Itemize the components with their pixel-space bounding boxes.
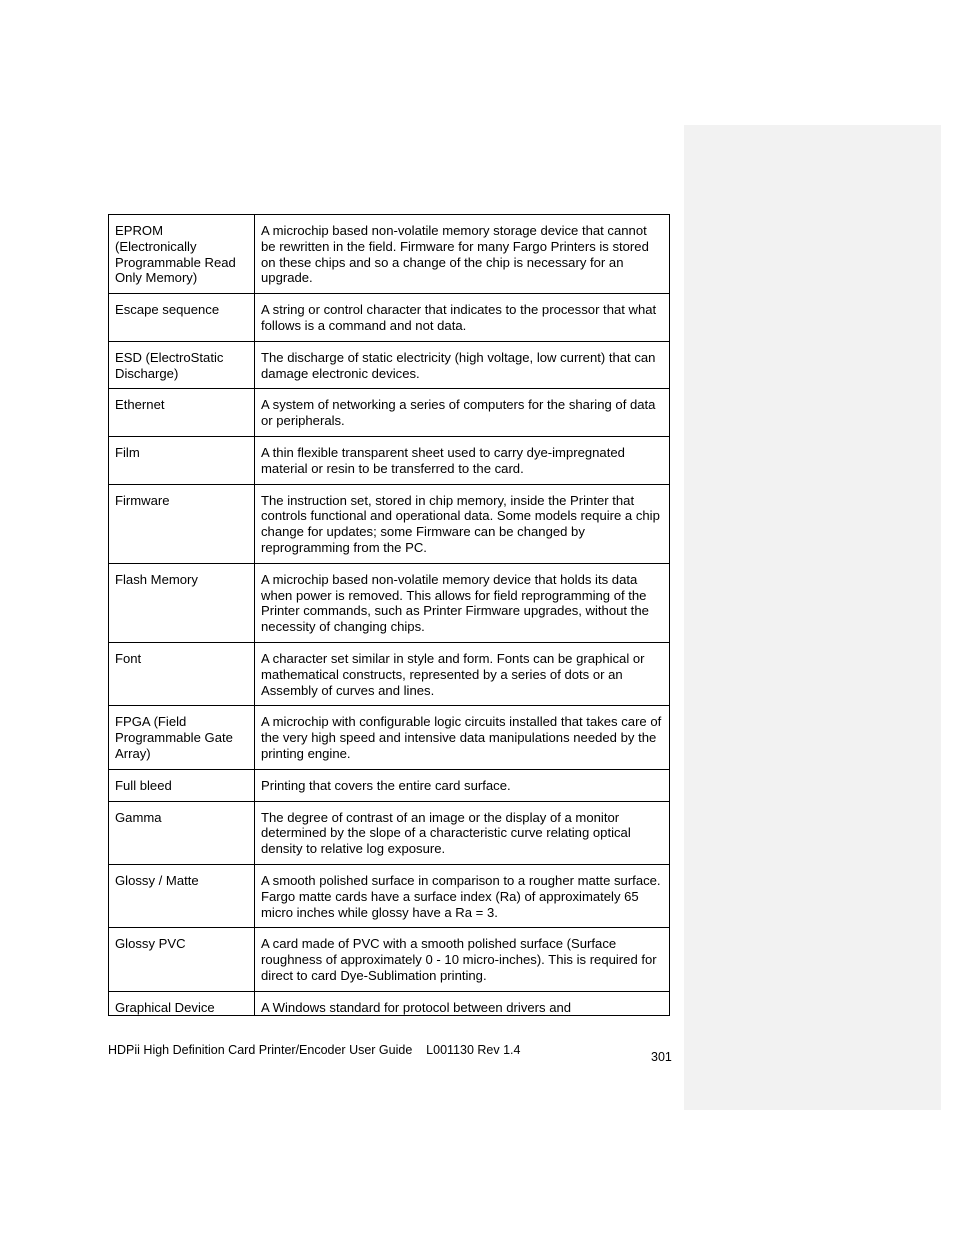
term-cell: Glossy PVC bbox=[109, 928, 255, 991]
table-row bbox=[109, 341, 670, 389]
definition-cell: A smooth polished surface in comparison to a rougher matte surface. Fargo matte cards have a surface index (Ra) of approximately 65 micro inches while glossy have a Ra = 3. bbox=[255, 864, 670, 927]
term-cell: Graphical Device bbox=[109, 991, 255, 1016]
term-cell: FPGA (Field Programmable Gate Array) bbox=[109, 706, 255, 769]
definition-cell: A card made of PVC with a smooth polished surface (Surface roughness of approximately 0 - 10 micro-inches). This is required for direct to card Dye-Sublimation printing. bbox=[255, 928, 670, 991]
glossary-table bbox=[108, 214, 670, 1016]
table-row bbox=[109, 801, 670, 864]
table-row bbox=[109, 436, 670, 484]
term-cell: ESD (ElectroStatic Discharge) bbox=[109, 341, 255, 389]
term-cell: Firmware bbox=[109, 484, 255, 563]
term-cell: Gamma bbox=[109, 801, 255, 864]
definition-cell: A microchip with configurable logic circuits installed that takes care of the very high speed and intensive data manipulations needed by the printing engine. bbox=[255, 706, 670, 769]
table-row bbox=[109, 991, 670, 1016]
term-cell: Flash Memory bbox=[109, 563, 255, 642]
term-cell: Escape sequence bbox=[109, 294, 255, 342]
page-number: 301 bbox=[651, 1050, 672, 1064]
table-row bbox=[109, 389, 670, 437]
comment-margin-panel bbox=[684, 125, 941, 1110]
term-cell: Font bbox=[109, 642, 255, 705]
table-row bbox=[109, 769, 670, 801]
definition-cell: A Windows standard for protocol between drivers and bbox=[255, 991, 670, 1016]
footer-document-title: HDPii High Definition Card Printer/Encoder User Guide L001130 Rev 1.4 bbox=[108, 1043, 521, 1057]
table-row bbox=[109, 215, 670, 294]
term-cell: Film bbox=[109, 436, 255, 484]
term-cell: Ethernet bbox=[109, 389, 255, 437]
table-row bbox=[109, 484, 670, 563]
definition-cell: A string or control character that indicates to the processor that what follows is a command and not data. bbox=[255, 294, 670, 342]
definition-cell: The degree of contrast of an image or the display of a monitor determined by the slope of a characteristic curve relating optical density to relative log exposure. bbox=[255, 801, 670, 864]
term-cell: Glossy / Matte bbox=[109, 864, 255, 927]
table-row bbox=[109, 706, 670, 769]
table-row bbox=[109, 294, 670, 342]
table-row bbox=[109, 642, 670, 705]
table-row bbox=[109, 864, 670, 927]
table-row bbox=[109, 928, 670, 991]
definition-cell: A microchip based non-volatile memory device that holds its data when power is removed. This allows for field reprogramming of the Printer commands, such as Printer Firmware upgrades, without the necessity of changing chips. bbox=[255, 563, 670, 642]
definition-cell: The instruction set, stored in chip memory, inside the Printer that controls functional and operational data. Some models require a chip change for updates; some Firmware can be changed by reprogramming from the PC. bbox=[255, 484, 670, 563]
definition-cell: A microchip based non-volatile memory storage device that cannot be rewritten in the field. Firmware for many Fargo Printers is stored on these chips and so a change of the chip is necessary for an upgrade. bbox=[255, 215, 670, 294]
definition-cell: Printing that covers the entire card surface. bbox=[255, 769, 670, 801]
term-cell: Full bleed bbox=[109, 769, 255, 801]
definition-cell: A character set similar in style and form. Fonts can be graphical or mathematical constructs, represented by a series of dots or an Assembly of curves and lines. bbox=[255, 642, 670, 705]
definition-cell: The discharge of static electricity (high voltage, low current) that can damage electronic devices. bbox=[255, 341, 670, 389]
definition-cell: A thin flexible transparent sheet used to carry dye-impregnated material or resin to be transferred to the card. bbox=[255, 436, 670, 484]
definition-cell: A system of networking a series of computers for the sharing of data or peripherals. bbox=[255, 389, 670, 437]
table-row bbox=[109, 563, 670, 642]
term-cell: EPROM (Electronically Programmable Read Only Memory) bbox=[109, 215, 255, 294]
